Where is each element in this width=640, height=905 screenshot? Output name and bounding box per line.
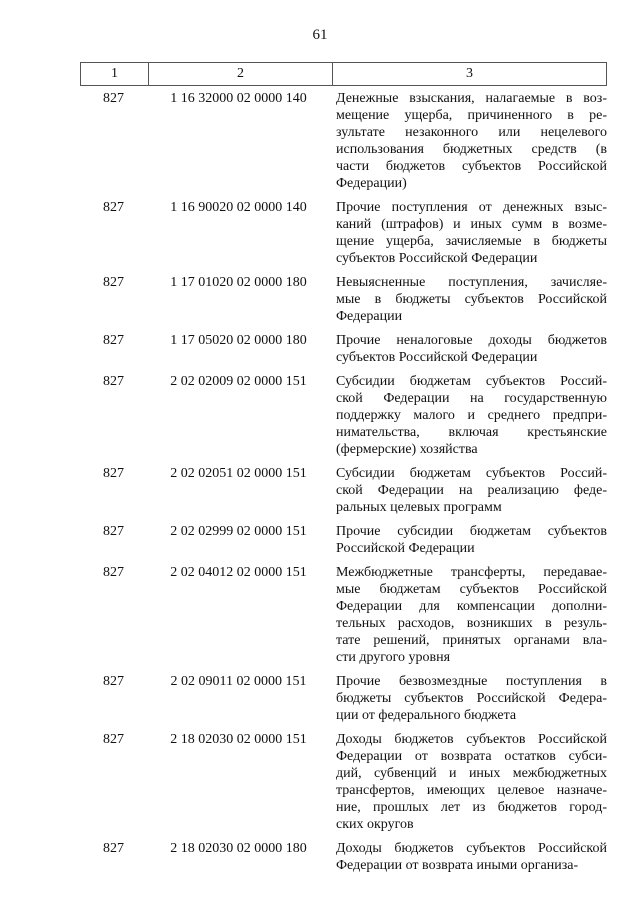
admin-code-cell: 827	[103, 200, 124, 215]
description-line: сти другого уровня	[336, 650, 451, 665]
revenue-description-cell	[330, 199, 607, 267]
table-row	[80, 199, 607, 267]
table-row	[80, 332, 607, 366]
description-line: Прочие поступления от денежных взыс-	[336, 200, 607, 215]
table-row	[80, 373, 607, 458]
budget-classification-code-cell: 2 02 09011 02 0000 151	[170, 674, 307, 689]
description-line: мые в бюджеты субъектов Российской	[336, 292, 607, 307]
admin-code-cell: 827	[103, 333, 124, 348]
description-line: субъектов Российской Федерации	[336, 251, 538, 266]
budget-classification-code-cell: 2 02 02999 02 0000 151	[170, 524, 307, 539]
budget-classification-code-cell: 2 02 02051 02 0000 151	[170, 466, 307, 481]
table-header-row	[80, 62, 607, 86]
admin-code-cell: 827	[103, 466, 124, 481]
description-line: Доходы бюджетов субъектов Российской	[336, 841, 607, 856]
description-line: ральных целевых программ	[336, 500, 502, 515]
revenue-description-cell	[330, 564, 607, 666]
description-line: Федерации от возврата иными организа-	[336, 858, 579, 873]
description-line: Субсидии бюджетам субъектов Россий-	[336, 374, 607, 389]
description-line: мые бюджетам субъектов Российской	[336, 582, 607, 597]
budget-classification-code-cell: 1 17 01020 02 0000 180	[170, 275, 307, 290]
description-line: ции от федерального бюджета	[336, 708, 517, 723]
table-row	[80, 465, 607, 516]
description-line: дий, субвенций и иных межбюджетных	[336, 766, 607, 781]
table-body	[80, 90, 607, 874]
budget-classification-code-cell: 1 16 32000 02 0000 140	[170, 91, 307, 106]
admin-code-cell: 827	[103, 374, 124, 389]
admin-code-cell: 827	[103, 674, 124, 689]
description-line: части бюджетов субъектов Российской	[336, 159, 607, 174]
revenue-description-cell	[330, 373, 607, 458]
description-line: нимательства, включая крестьянские	[336, 425, 607, 440]
revenue-description-cell	[330, 274, 607, 325]
description-line: Невыясненные поступления, зачисляе-	[336, 275, 607, 290]
description-line: трансфертов, имеющих целевое назначе-	[336, 783, 607, 798]
description-line: Российской Федерации	[336, 541, 475, 556]
description-line: Межбюджетные трансферты, передавае-	[336, 565, 607, 580]
table-row	[80, 840, 607, 874]
description-line: Субсидии бюджетам субъектов Россий-	[336, 466, 607, 481]
revenue-codes-table	[80, 62, 607, 874]
admin-code-cell: 827	[103, 275, 124, 290]
description-line: мещение ущерба, причиненного в ре-	[336, 108, 607, 123]
header-col-2: 2	[149, 63, 333, 85]
admin-code-cell: 827	[103, 841, 124, 856]
budget-classification-code-cell: 2 18 02030 02 0000 180	[170, 841, 307, 856]
budget-classification-code-cell: 1 16 90020 02 0000 140	[170, 200, 307, 215]
description-line: Прочие неналоговые доходы бюджетов	[336, 333, 607, 348]
budget-classification-code-cell: 2 18 02030 02 0000 151	[170, 732, 307, 747]
budget-classification-code-cell: 2 02 02009 02 0000 151	[170, 374, 307, 389]
header-col-3: 3	[466, 66, 473, 81]
description-line: Федерации от возврата остатков субси-	[336, 749, 607, 764]
description-line: тате решений, принятых органами вла-	[336, 633, 607, 648]
description-line: бюджеты субъектов Российской Федера-	[336, 691, 607, 706]
admin-code-cell: 827	[103, 91, 124, 106]
description-line: тельных расходов, возникших в резуль-	[336, 616, 607, 631]
budget-classification-code-cell: 2 02 04012 02 0000 151	[170, 565, 307, 580]
description-line: Прочие субсидии бюджетам субъектов	[336, 524, 607, 539]
description-line: Прочие безвозмездные поступления в	[336, 674, 607, 689]
revenue-description-cell	[330, 731, 607, 833]
revenue-description-cell	[330, 673, 607, 724]
revenue-description-cell	[330, 332, 607, 366]
description-line: Федерации	[336, 309, 403, 324]
revenue-description-cell	[330, 840, 607, 874]
description-line: субъектов Российской Федерации	[336, 350, 538, 365]
description-line: зультате незаконного или нецелевого	[336, 125, 607, 140]
table-row	[80, 731, 607, 833]
description-line: каний (штрафов) и иных сумм в возме-	[336, 217, 607, 232]
description-line: (фермерские) хозяйства	[336, 442, 478, 457]
budget-classification-code-cell: 1 17 05020 02 0000 180	[170, 333, 307, 348]
table-row	[80, 673, 607, 724]
description-line: Доходы бюджетов субъектов Российской	[336, 732, 607, 747]
table-row	[80, 90, 607, 192]
page-number: 61	[312, 27, 328, 43]
description-line: Федерации)	[336, 176, 407, 191]
table-row	[80, 274, 607, 325]
description-line: ние, прошлых лет из бюджетов город-	[336, 800, 607, 815]
description-line: щение ущерба, зачисляемые в бюджеты	[336, 234, 607, 249]
revenue-description-cell	[330, 523, 607, 557]
revenue-description-cell	[330, 90, 607, 192]
description-line: использования бюджетных средств (в	[336, 142, 607, 157]
admin-code-cell: 827	[103, 565, 124, 580]
description-line: ской Федерации на государственную	[336, 391, 607, 406]
header-col-1: 1	[81, 63, 149, 85]
revenue-description-cell	[330, 465, 607, 516]
admin-code-cell: 827	[103, 732, 124, 747]
admin-code-cell: 827	[103, 524, 124, 539]
description-line: Денежные взыскания, налагаемые в воз-	[336, 91, 607, 106]
description-line: Федерации для компенсации дополни-	[336, 599, 607, 614]
description-line: поддержку малого и среднего предпри-	[336, 408, 607, 423]
description-line: ской Федерации на реализацию феде-	[336, 483, 607, 498]
table-row	[80, 523, 607, 557]
description-line: ских округов	[336, 817, 414, 832]
table-row	[80, 564, 607, 666]
